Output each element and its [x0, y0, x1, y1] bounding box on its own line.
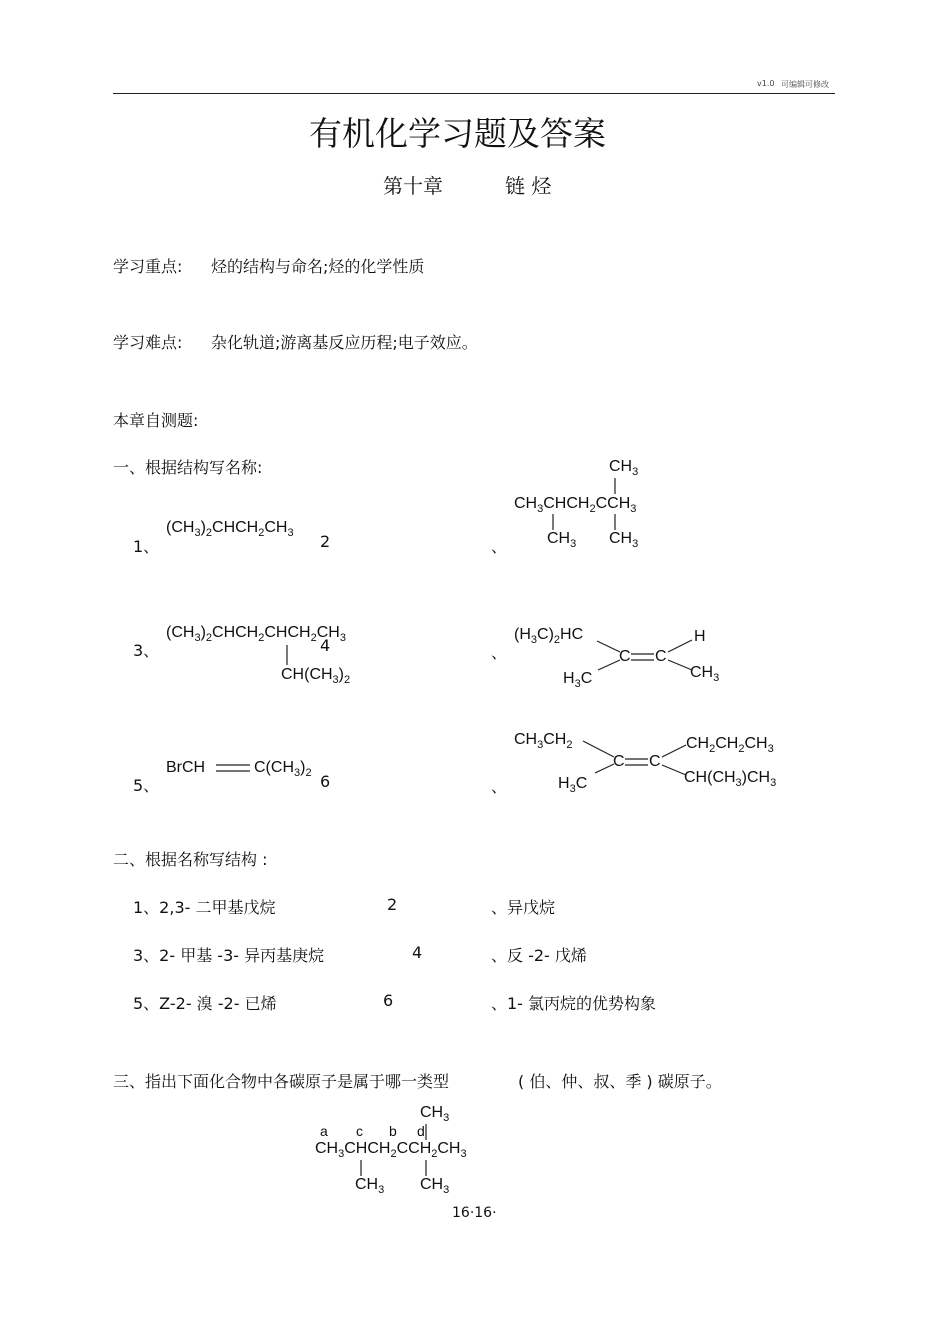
bond-s6-ur	[662, 745, 686, 757]
s2-item2: 、异戊烷	[491, 898, 556, 917]
structure-7-chain: $CH_3CHCH_2CCH_2CH_3$	[315, 1140, 467, 1160]
chapter-number: 第十章	[383, 174, 443, 198]
structure-2-methyl-a: $CH_3$	[547, 530, 577, 550]
s2-item4-number: 4	[412, 943, 423, 962]
bond-s4-ul	[597, 641, 620, 652]
page-footer: 16·16·	[452, 1205, 497, 1221]
s2-item3: 3、2- 甲基 -3- 异丙基庚烷	[133, 946, 325, 965]
structure-5-right: $C(CH_3)_2$	[254, 759, 312, 779]
bond-s4-ur	[668, 640, 692, 652]
item3-number: 3、	[133, 641, 160, 660]
section3-options: ( 伯、仲、叔、季 ) 碳原子。	[518, 1072, 722, 1091]
bond-s6-lr	[662, 765, 686, 775]
carbon-label-a: a	[320, 1123, 328, 1139]
structure-2-chain: $CH_3CHCH_2CCH_3$	[514, 495, 637, 515]
structure-4-isopropyl: $(H_3C)_2HC$	[514, 626, 584, 646]
structure-3-chain: $(CH_3)_2CHCH_2CHCH_2CH_3$	[166, 624, 346, 644]
structure-6-methyl: $H_3C$	[558, 775, 588, 795]
s2-item5: 5、Z-2- 溴 -2- 已烯	[133, 994, 277, 1013]
structure-2-methyl-b: $CH_3$	[609, 530, 639, 550]
item2-separator: 、	[491, 537, 508, 556]
focus-label: 学习重点:	[113, 257, 183, 276]
structure-7-top-methyl: $CH_3$	[420, 1104, 450, 1124]
carbon-label-b: b	[389, 1123, 397, 1139]
selftest-heading: 本章自测题:	[113, 411, 199, 430]
structure-2-top-methyl: $CH_3$	[609, 458, 639, 478]
carbon-label-d: d	[417, 1123, 425, 1139]
item5-number: 5、	[133, 776, 160, 795]
item6-number: 6	[320, 772, 331, 791]
structure-7-methyl-a: $CH_3$	[355, 1176, 385, 1196]
item2-number: 2	[320, 532, 331, 551]
page-title: 有机化学习题及答案	[309, 114, 606, 153]
structure-7-methyl-b: $CH_3$	[420, 1176, 450, 1196]
structure-5-left: BrCH	[166, 759, 206, 776]
section1-heading: 一、根据结构写名称:	[113, 458, 263, 477]
structure-4-c1: C	[619, 648, 631, 665]
structure-6-ethyl: $CH_3CH_2$	[514, 731, 573, 751]
header-editable: 可编辑可修改	[781, 80, 829, 89]
item6-separator: 、	[491, 777, 508, 796]
structure-4-c2: C	[655, 648, 667, 665]
chapter-name: 链 烃	[505, 174, 552, 198]
difficulty-label: 学习难点:	[113, 333, 183, 352]
carbon-label-c: c	[356, 1123, 363, 1139]
focus-text: 烃的结构与命名;烃的化学性质	[211, 257, 425, 276]
structure-6-c1: C	[613, 753, 625, 770]
header-version: v1.0	[757, 79, 775, 88]
structure-4-methyl-right: $CH_3$	[690, 664, 720, 684]
structure-6-c2: C	[649, 753, 661, 770]
structure-1: $(CH_3)_2CHCH_2CH_3$	[166, 519, 294, 539]
bond-s6-ll	[595, 764, 614, 773]
structure-6-propyl: $CH_2CH_2CH_3$	[686, 735, 774, 755]
bond-s4-lr	[668, 660, 692, 670]
bond-s6-ul	[583, 741, 614, 757]
section2-heading: 二、根据名称写结构 :	[113, 850, 268, 869]
s2-item1: 1、2,3- 二甲基戊烷	[133, 898, 276, 917]
structure-3-branch: $CH(CH_3)_2$	[281, 666, 351, 686]
s2-item6: 、1- 氯丙烷的优势构象	[491, 994, 657, 1013]
structure-4-h: H	[694, 628, 706, 645]
section3-heading: 三、指出下面化合物中各碳原子是属于哪一类型	[113, 1072, 450, 1091]
s2-item6-number: 6	[383, 991, 394, 1010]
item1-number: 1、	[133, 537, 160, 556]
difficulty-text: 杂化轨道;游离基反应历程;电子效应。	[211, 333, 478, 352]
structure-6-secbutyl: $CH(CH_3)CH_3$	[684, 769, 777, 789]
bond-s4-ll	[598, 660, 620, 670]
item4-number: 4	[320, 636, 331, 655]
s2-item2-number: 2	[387, 895, 398, 914]
s2-item4: 、反 -2- 戊烯	[491, 946, 587, 965]
structure-4-methyl-left: $H_3C$	[563, 670, 593, 690]
item4-separator: 、	[491, 643, 508, 662]
